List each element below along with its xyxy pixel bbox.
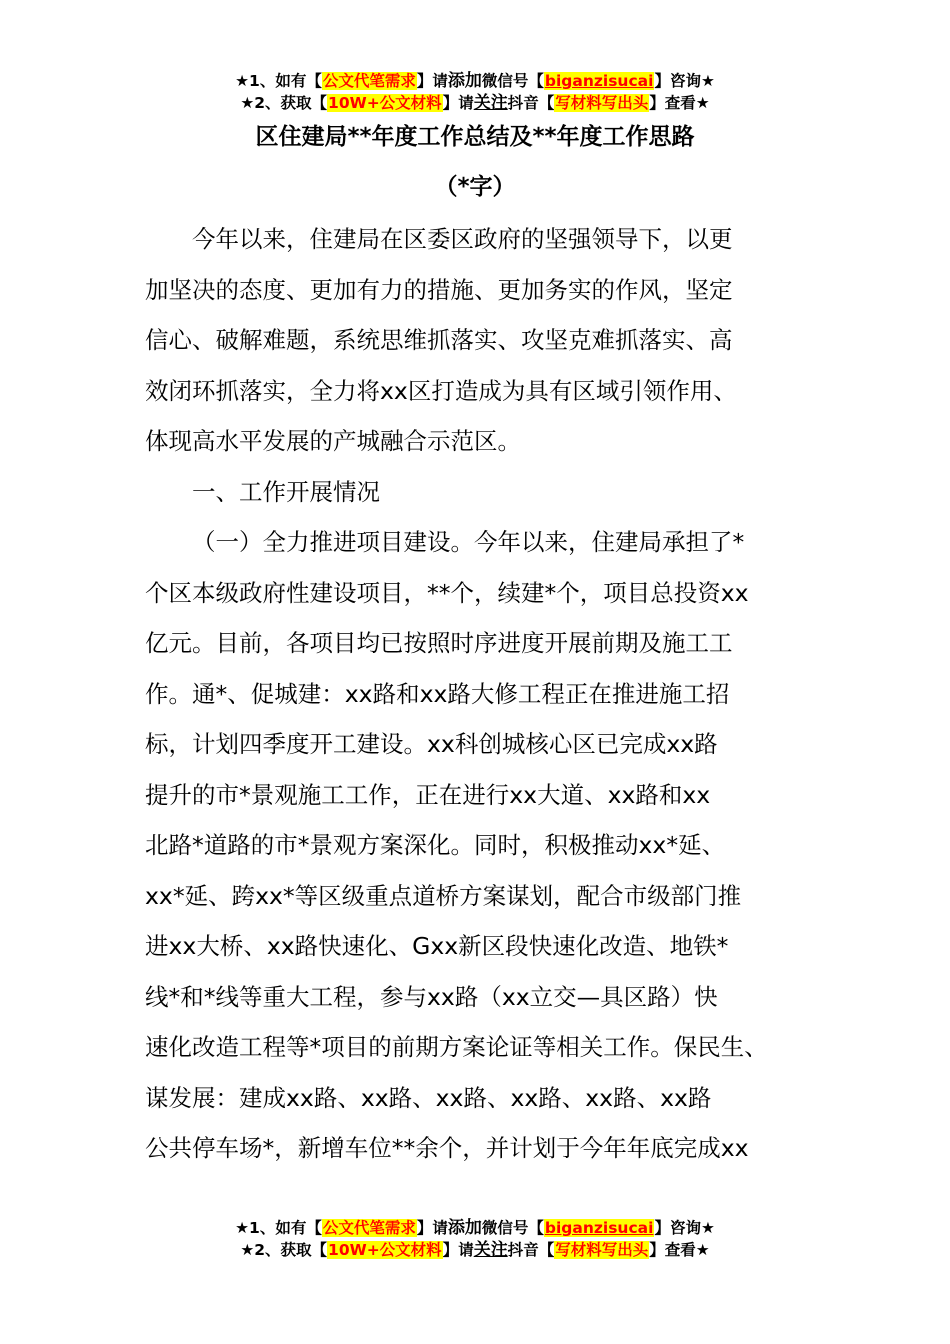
paragraph-line: 作。通*、促城建：xx路和xx路大修工程正在推进施工招 xyxy=(145,679,730,708)
banner-text: 微信号【 xyxy=(481,72,544,90)
paragraph-line: 个区本级政府性建设项目，**个，续建*个，项目总投资xx xyxy=(145,578,749,607)
wechat-id: biganzisucai xyxy=(544,1219,654,1237)
document-subtitle: （*字） xyxy=(434,174,516,200)
banner-text: 】咨询 xyxy=(654,72,701,90)
banner-text: 】查看 xyxy=(649,94,696,112)
banner-text: 】请 xyxy=(416,72,448,90)
paragraph-line: 信心、破解难题，系统思维抓落实、攻坚克难抓落实、高 xyxy=(145,326,733,354)
star-icon: ★ xyxy=(240,94,255,112)
highlight-service: 公文代笔需求 xyxy=(322,72,416,90)
star-icon: ★ xyxy=(695,94,710,112)
douyin-account: 写材料写出头 xyxy=(555,1241,649,1259)
paragraph-line: 加坚决的态度、更加有力的措施、更加务实的作风，坚定 xyxy=(145,275,733,304)
banner-text: 抖音【 xyxy=(507,1241,555,1259)
banner-text: 1、如有【 xyxy=(249,72,322,90)
banner-text: 】咨询 xyxy=(654,1219,701,1237)
banner-text: 1、如有【 xyxy=(249,1219,322,1237)
star-icon: ★ xyxy=(700,72,715,90)
banner-emphasis: 关注 xyxy=(473,93,508,113)
banner-text: 微信号【 xyxy=(481,1219,544,1237)
banner-line-2 xyxy=(0,1239,950,1261)
banner-line-2 xyxy=(0,92,950,114)
banner-text: 】查看 xyxy=(649,1241,696,1259)
paragraph-line: xx*延、跨xx*等区级重点道桥方案谋划，配合市级部门推 xyxy=(145,881,742,910)
banner-emphasis: 关注 xyxy=(473,1240,508,1260)
paragraph-line: 效闭环抓落实，全力将xx区打造成为具有区域引领作用、 xyxy=(145,376,737,405)
header-banner xyxy=(0,70,950,114)
highlight-materials: 10W+公文材料 xyxy=(328,94,442,112)
banner-emphasis: 添加 xyxy=(447,1218,482,1238)
banner-line-1 xyxy=(0,70,950,92)
highlight-service: 公文代笔需求 xyxy=(322,1219,416,1237)
paragraph-line: 体现高水平发展的产城融合示范区。 xyxy=(145,427,521,455)
paragraph-line: 谋发展：建成xx路、xx路、xx路、xx路、xx路、xx路 xyxy=(145,1083,712,1112)
paragraph-line: 提升的市*景观施工工作，正在进行xx大道、xx路和xx xyxy=(145,780,711,809)
star-icon: ★ xyxy=(695,1241,710,1259)
star-icon: ★ xyxy=(700,1219,715,1237)
banner-text: 】请 xyxy=(442,94,474,112)
document-title: 区住建局**年度工作总结及**年度工作思路 xyxy=(255,124,695,150)
section-heading xyxy=(145,467,810,518)
highlight-materials: 10W+公文材料 xyxy=(328,1241,442,1259)
body-paragraph xyxy=(145,517,810,1174)
banner-emphasis: 添加 xyxy=(447,71,482,91)
douyin-account: 写材料写出头 xyxy=(555,94,649,112)
banner-line-1 xyxy=(0,1217,950,1239)
star-icon: ★ xyxy=(235,72,250,90)
footer-banner xyxy=(0,1217,950,1261)
banner-text: 2、获取【 xyxy=(254,1241,328,1259)
wechat-id: biganzisucai xyxy=(544,72,654,90)
intro-paragraph xyxy=(145,214,810,467)
banner-text: 2、获取【 xyxy=(254,94,328,112)
paragraph-line: （一）全力推进项目建设。今年以来，住建局承担了* xyxy=(192,528,745,556)
paragraph-line: 公共停车场*，新增车位**余个，并计划于今年年底完成xx xyxy=(145,1134,749,1162)
star-icon: ★ xyxy=(235,1219,250,1237)
paragraph-line: 速化改造工程等*项目的前期方案论证等相关工作。保民生、 xyxy=(145,1033,768,1061)
paragraph-line: 北路*道路的市*景观方案深化。同时，积极推动xx*延、 xyxy=(145,831,726,859)
paragraph-line: 标，计划四季度开工建设。xx科创城核心区已完成xx路 xyxy=(145,730,718,758)
banner-text: 抖音【 xyxy=(507,94,555,112)
banner-text: 】请 xyxy=(416,1219,448,1237)
banner-text: 】请 xyxy=(442,1241,474,1259)
paragraph-line: 今年以来，住建局在区委区政府的坚强领导下，以更 xyxy=(192,225,733,253)
paragraph-line: 线*和*线等重大工程，参与xx路（xx立交—具区路）快 xyxy=(145,982,718,1011)
paragraph-line: 进xx大桥、xx路快速化、Gxx新区段快速化改造、地铁* xyxy=(145,932,729,960)
section-heading-text: 一、工作开展情况 xyxy=(192,478,380,506)
star-icon: ★ xyxy=(240,1241,255,1259)
paragraph-line: 亿元。目前，各项目均已按照时序进度开展前期及施工工 xyxy=(145,629,733,657)
